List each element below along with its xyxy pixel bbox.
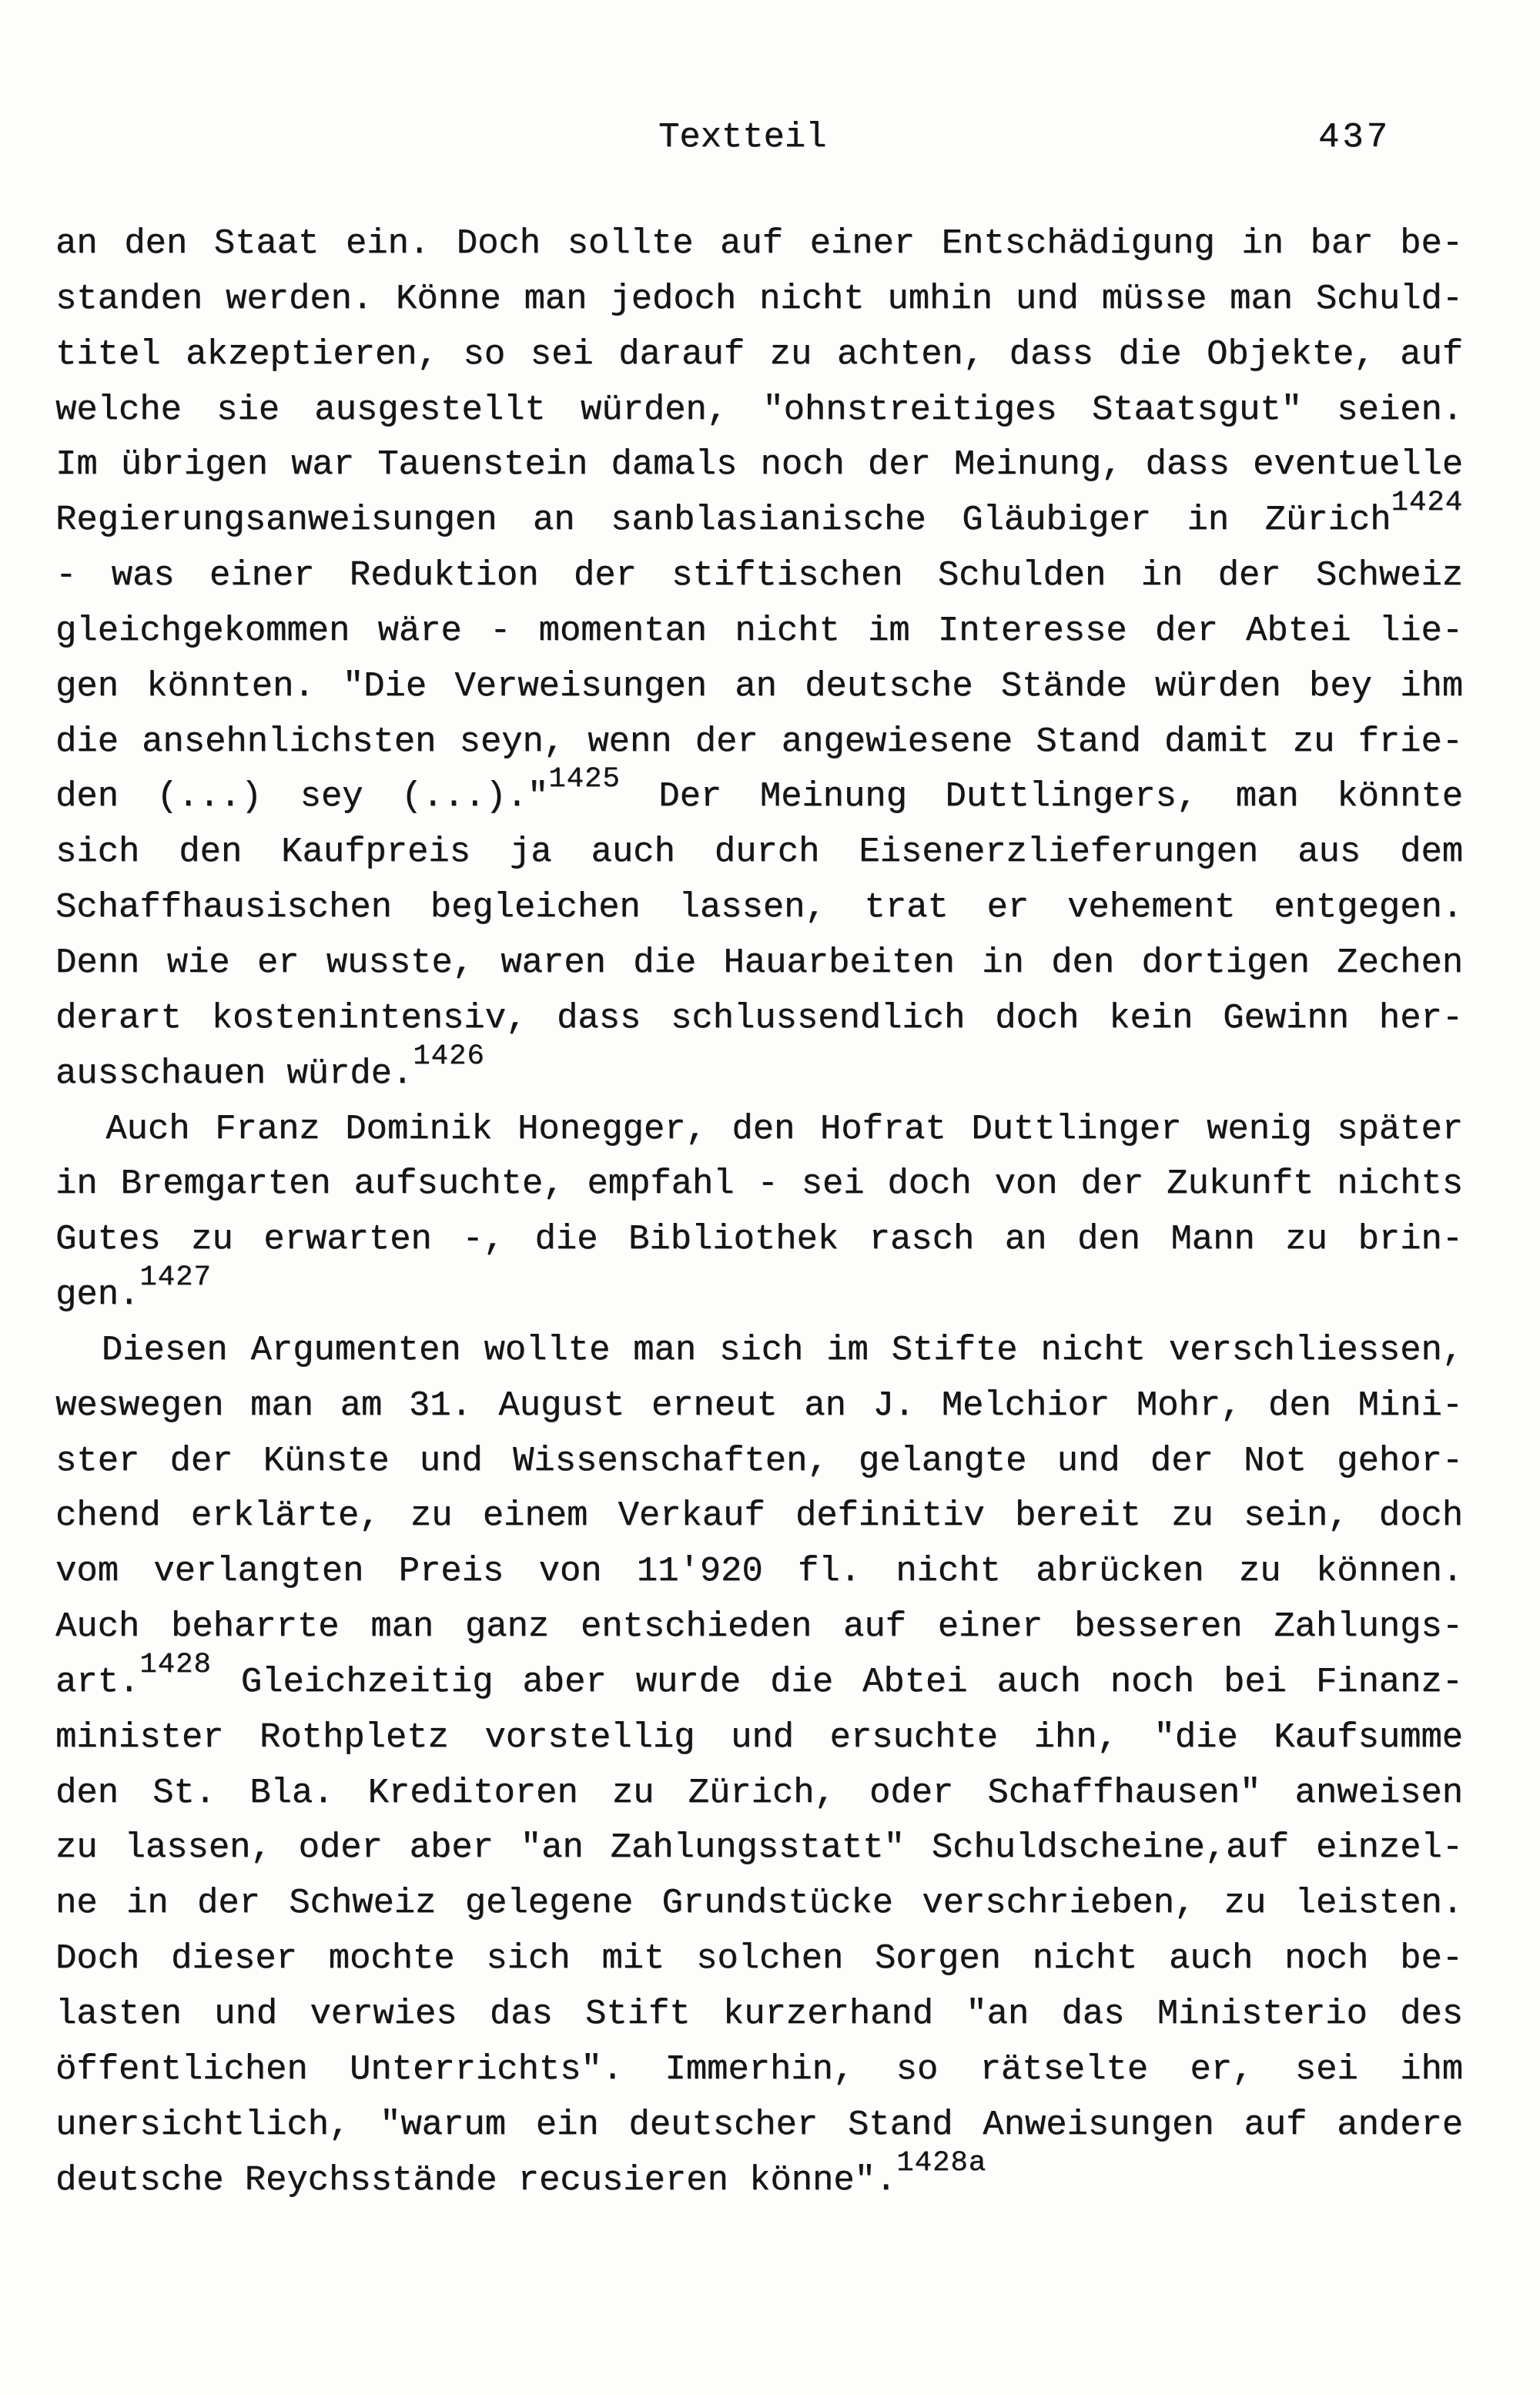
text-line: Regierungsanweisungen an sanblasianische Gläubiger in Zürich1424 <box>55 493 1463 548</box>
text-line: in Bremgarten aufsuchte, empfahl - sei doch von der Zukunft nichts <box>55 1164 1463 1204</box>
text-line: vom verlangten Preis von 11'920 fl. nicht abrücken zu können. <box>55 1551 1463 1592</box>
text-line: gen.1427 <box>55 1268 1463 1323</box>
text-line: Auch Franz Dominik Honegger, den Hofrat Duttlinger wenig später <box>55 1108 1463 1149</box>
page-body <box>55 216 1463 2208</box>
text-line: art.1428 Gleichzeitig aber wurde die Abtei auch noch bei Finanz- <box>55 1655 1463 1710</box>
text-line: minister Rothpletz vorstellig und ersuchte ihn, "die Kaufsumme <box>55 1717 1463 1757</box>
footnote-ref: 1428a <box>896 2146 987 2179</box>
text-line: gleichgekommen wäre - momentan nicht im Interesse der Abtei lie- <box>55 610 1463 651</box>
text-line: deutsche Reychsstände recusieren könne".1428a <box>55 2153 1463 2209</box>
text-line: Gutes zu erwarten -, die Bibliothek rasch an den Mann zu brin- <box>55 1219 1463 1260</box>
text-line: welche sie ausgestellt würden, "ohnstreitiges Staatsgut" seien. <box>55 389 1463 430</box>
text-line: zu lassen, oder aber "an Zahlungsstatt" Schuldscheine,auf einzel- <box>55 1827 1463 1868</box>
text-line: standen werden. Könne man jedoch nicht umhin und müsse man Schuld- <box>55 278 1463 319</box>
footnote-ref: 1426 <box>413 1040 485 1073</box>
footnote-ref: 1427 <box>139 1261 212 1295</box>
footnote-ref: 1424 <box>1391 487 1463 520</box>
text-line: ster der Künste und Wissenschaften, gelangte und der Not gehor- <box>55 1440 1463 1481</box>
text-line: chend erklärte, zu einem Verkauf definitiv bereit zu sein, doch <box>55 1496 1463 1536</box>
text-line: Im übrigen war Tauenstein damals noch der Meinung, dass eventuelle <box>55 444 1463 485</box>
text-line: gen könnten. "Die Verweisungen an deutsche Stände würden bey ihm <box>55 665 1463 706</box>
text-line: Schaffhausischen begleichen lassen, trat er vehement entgegen. <box>55 887 1463 928</box>
text-line: ausschauen würde.1426 <box>55 1047 1463 1102</box>
text-line: Diesen Argumenten wollte man sich im Stifte nicht verschliessen, <box>55 1329 1463 1370</box>
text-line: titel akzeptieren, so sei darauf zu achten, dass die Objekte, auf <box>55 333 1463 374</box>
text-line: Doch dieser mochte sich mit solchen Sorgen nicht auch noch be- <box>55 1938 1463 1979</box>
text-line: an den Staat ein. Doch sollte auf einer Entschädigung in bar be- <box>55 223 1463 263</box>
text-line: ne in der Schweiz gelegene Grundstücke verschrieben, zu leisten. <box>55 1883 1463 1924</box>
running-head-title: Textteil <box>658 117 827 157</box>
text-line: den (...) sey (...)."1425 Der Meinung Duttlingers, man könnte <box>55 769 1463 825</box>
text-line: weswegen man am 31. August erneut an J. Melchior Mohr, den Mini- <box>55 1385 1463 1425</box>
text-line: Denn wie er wusste, waren die Hauarbeiten in den dortigen Zechen <box>55 942 1463 983</box>
text-line: - was einer Reduktion der stiftischen Schulden in der Schweiz <box>55 555 1463 596</box>
text-line: den St. Bla. Kreditoren zu Zürich, oder Schaffhausen" anweisen <box>55 1772 1463 1813</box>
text-line: unersichtlich, "warum ein deutscher Stand Anweisungen auf andere <box>55 2104 1463 2145</box>
text-line: die ansehnlichsten seyn, wenn der angewiesene Stand damit zu frie- <box>55 721 1463 762</box>
text-line: sich den Kaufpreis ja auch durch Eisenerzlieferungen aus dem <box>55 832 1463 873</box>
footnote-ref: 1425 <box>548 763 621 796</box>
text-line: lasten und verwies das Stift kurzerhand "an das Ministerio des <box>55 1994 1463 2034</box>
text-line: derart kostenintensiv, dass schlussendlich doch kein Gewinn her- <box>55 997 1463 1038</box>
footnote-ref: 1428 <box>139 1648 212 1681</box>
text-line: öffentlichen Unterrichts". Immerhin, so rätselte er, sei ihm <box>55 2048 1463 2089</box>
page-number: 437 <box>1318 117 1391 157</box>
text-line: Auch beharrte man ganz entschieden auf einer besseren Zahlungs- <box>55 1606 1463 1647</box>
